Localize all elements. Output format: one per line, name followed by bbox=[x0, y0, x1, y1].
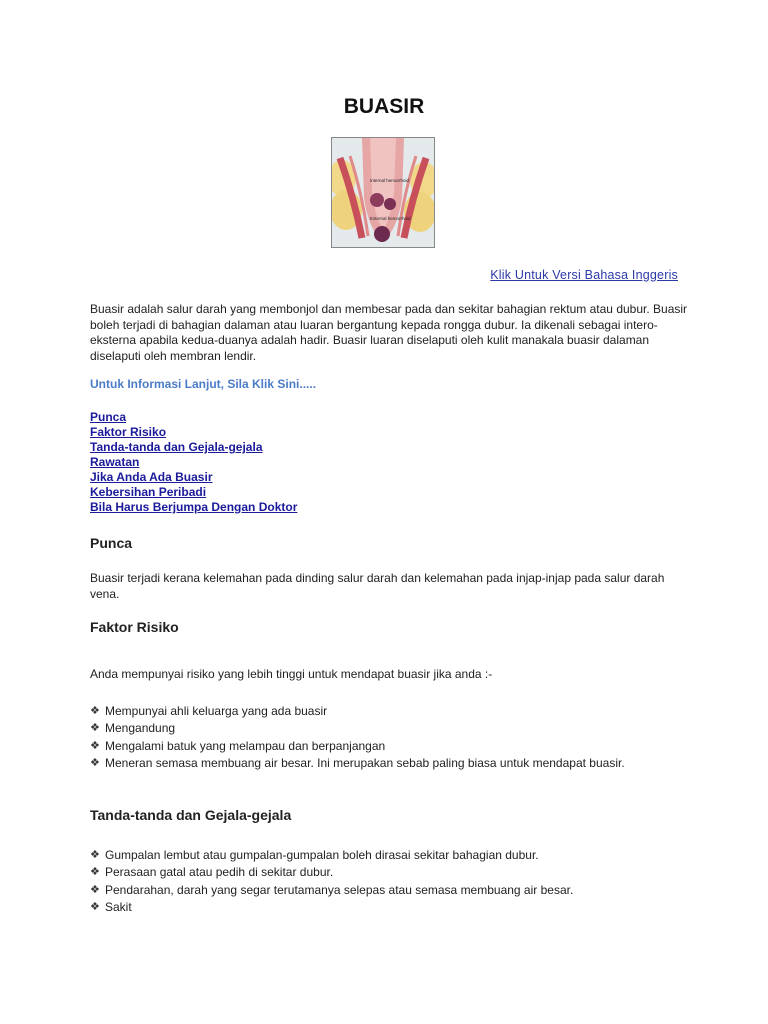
more-info-heading: Untuk Informasi Lanjut, Sila Klik Sini..... bbox=[90, 377, 317, 391]
bullet-icon: ❖ bbox=[90, 866, 100, 879]
heading-tanda-gejala: Tanda-tanda dan Gejala-gejala bbox=[90, 807, 292, 823]
faktor-intro: Anda mempunyai risiko yang lebih tinggi untuk mendapat buasir jika anda :- bbox=[90, 667, 493, 681]
external-label: External hemorrhoid bbox=[370, 216, 411, 221]
bullet-icon: ❖ bbox=[90, 739, 100, 752]
bullet-icon: ❖ bbox=[90, 705, 100, 717]
bullet-icon: ❖ bbox=[90, 756, 100, 769]
list-item: ❖ Pendarahan, darah yang segar terutamanya selepas atau semasa membuang air besar. bbox=[90, 882, 650, 899]
punca-paragraph: Buasir terjadi kerana kelemahan pada dinding salur darah dan kelemahan pada injap-injap pada salur darah vena. bbox=[90, 571, 665, 601]
list-item: ❖ Gumpalan lembut atau gumpalan-gumpalan boleh dirasai sekitar bahagian dubur. bbox=[90, 847, 650, 864]
link-kebersihan[interactable]: Kebersihan Peribadi bbox=[90, 485, 207, 499]
bullet-icon: ❖ bbox=[90, 849, 100, 861]
hemorrhoid-illustration bbox=[331, 137, 435, 248]
section-links bbox=[90, 410, 297, 515]
bullet-icon: ❖ bbox=[90, 883, 100, 896]
list-item: ❖ Mengandung bbox=[90, 720, 650, 737]
link-jika-ada-buasir[interactable]: Jika Anda Ada Buasir bbox=[90, 470, 213, 484]
symptom-list bbox=[90, 847, 650, 916]
english-version-link[interactable]: Klik Untuk Versi Bahasa Inggeris bbox=[490, 268, 678, 282]
link-faktor-risiko[interactable]: Faktor Risiko bbox=[90, 425, 167, 439]
list-item: ❖ Mengalami batuk yang melampau dan berpanjangan bbox=[90, 738, 650, 755]
heading-punca: Punca bbox=[90, 535, 133, 551]
anatomy-diagram bbox=[332, 138, 434, 247]
list-item: ❖ Sakit bbox=[90, 899, 650, 916]
intro-paragraph: Buasir adalah salur darah yang membonjol dan membesar pada dan sekitar bahagian rektum atau dubur. Buasir boleh terjadi di bahagian dalaman atau luaran bergantung kepada rongga dubur. Ia dikenali sebagai intero-eksterna apabila kedua-duanya adalah hadir. Buasir luaran diselaputi oleh kulit manakala buasir dalaman diselaputi oleh membran lendir. bbox=[90, 302, 688, 363]
link-rawatan[interactable]: Rawatan bbox=[90, 455, 140, 469]
internal-label: Internal hemorrhoid bbox=[370, 178, 410, 183]
list-item: ❖ Perasaan gatal atau pedih di sekitar dubur. bbox=[90, 864, 650, 881]
list-item: ❖ Meneran semasa membuang air besar. Ini merupakan sebab paling biasa untuk mendapat buasir. bbox=[90, 755, 625, 772]
link-jumpa-doktor[interactable]: Bila Harus Berjumpa Dengan Doktor bbox=[90, 500, 298, 514]
bullet-icon: ❖ bbox=[90, 900, 100, 913]
link-punca[interactable]: Punca bbox=[90, 410, 127, 424]
page-title: BUASIR bbox=[343, 95, 425, 118]
risk-factor-list bbox=[90, 703, 650, 772]
bullet-icon: ❖ bbox=[90, 722, 100, 735]
link-tanda-gejala[interactable]: Tanda-tanda dan Gejala-gejala bbox=[90, 440, 263, 454]
heading-faktor-risiko: Faktor Risiko bbox=[90, 619, 179, 635]
list-item: ❖ Mempunyai ahli keluarga yang ada buasir bbox=[90, 703, 650, 720]
